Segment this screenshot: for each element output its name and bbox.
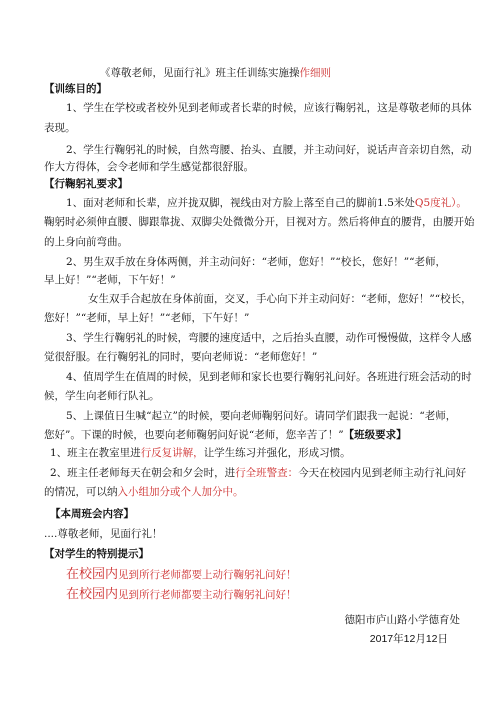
section-heading-class: 【班级要求】	[343, 429, 407, 441]
special-tip-2: 在校园内见到所行老师都要主动行鞠躬礼问好！	[66, 587, 297, 602]
section-heading-special: 【对学生的特别提示】	[44, 548, 149, 560]
special-tip-1: 在校园内见到所行老师都要上动行鞠躬礼问好！	[66, 567, 297, 582]
req-paragraph-1: 1、面对老师和长辈，应并拢双脚，视线由对方脸上落至自己的脚前1.5米处Q5度礼）。	[66, 197, 467, 209]
goal-paragraph-1-cont: 表现。	[44, 122, 76, 134]
req-paragraph-4: 3、学生行鞠躬礼的时候，弯腰的速度适中，之后抬头直腰，动作可慢慢做，这样令人感	[66, 332, 472, 344]
footer-date: 2017年12月12日	[369, 633, 448, 645]
goal-paragraph-2-cont: 作大方得体，会令老师和学生感觉都很舒服。	[44, 161, 254, 173]
req-paragraph-6-cont: 您好”。下课的时候，也要向老师鞠躬问好说“老师，您辛苦了！”【班级要求】	[44, 429, 407, 441]
document-title	[100, 66, 331, 80]
footer-organization: 德阳市庐山路小学德育处	[344, 614, 460, 626]
class-paragraph-2-cont: 的情况，可以纳入小组加分或个人加分中。	[44, 486, 244, 498]
class-paragraph-1: 1、班主在教室里进行反复讲解，让学生练习并强化，形成习惯。	[50, 447, 351, 459]
req-paragraph-4-cont: 觉很舒服。在行鞠躬礼的同时，要向老师说：“老师您好！”	[44, 351, 318, 363]
goal-paragraph-2: 2、学生行鞠躬礼的时候，自然弯腰、抬头、直腰，并主动问好，说话声音亲切自然，动	[66, 144, 472, 156]
req-paragraph-1-end: 的上身向前弯曲。	[44, 236, 128, 248]
weekly-content: ....尊敬老师，见面行礼！	[44, 528, 163, 540]
section-heading-requirements: 【行鞠躬礼要求】	[44, 178, 128, 190]
req-paragraph-5-cont: 候，学生向老师行队礼。	[44, 390, 160, 402]
title-text: 《尊敬老师，见面行礼》班主任训练实施操	[100, 67, 300, 79]
class-paragraph-2: 2、班主任老师每天在朝会和夕会时，进行全班警查：今天在校园内见到老师主动行礼问好	[50, 467, 467, 479]
goal-paragraph-1: 1、学生在学校或者校外见到老师或者长辈的时候，应该行鞠躬礼，这是尊敬老师的具体	[66, 102, 472, 114]
req-paragraph-1-cont: 鞠躬时必须伸直腰、脚跟靠拢、双脚尖处微微分开，目视对方。然后将伸直的腰背，由腰开始	[44, 216, 475, 228]
req-paragraph-5: 4、值周学生在值周的时候，见到老师和家长也要行鞠躬礼问好。各班进行班会活动的时	[66, 371, 472, 383]
req-paragraph-3: 女生双手合起放在身体前面，交叉，手心向下并主动问好：“老师，您好！”“校长，	[88, 293, 472, 305]
req-paragraph-6: 5、上课值日生喊“起立”的时候，要向老师鞠躬问好。请同学们跟我一起说：“老师，	[66, 410, 457, 422]
req-paragraph-3-cont: 您好！”“老师，早上好！”“老师，下午好！”	[44, 312, 250, 324]
req-paragraph-2-cont: 早上好！”“老师，下午好！”	[44, 274, 176, 286]
section-heading-weekly: 【本周班会内容】	[50, 508, 134, 520]
req-paragraph-2: 2、男生双手放在身体两侧，并主动问好：“老师，您好！”“校长，您好！”“老师，	[66, 256, 447, 268]
title-red-text: 作细则	[299, 67, 331, 79]
section-heading-goal: 【训练目的】	[44, 83, 107, 95]
